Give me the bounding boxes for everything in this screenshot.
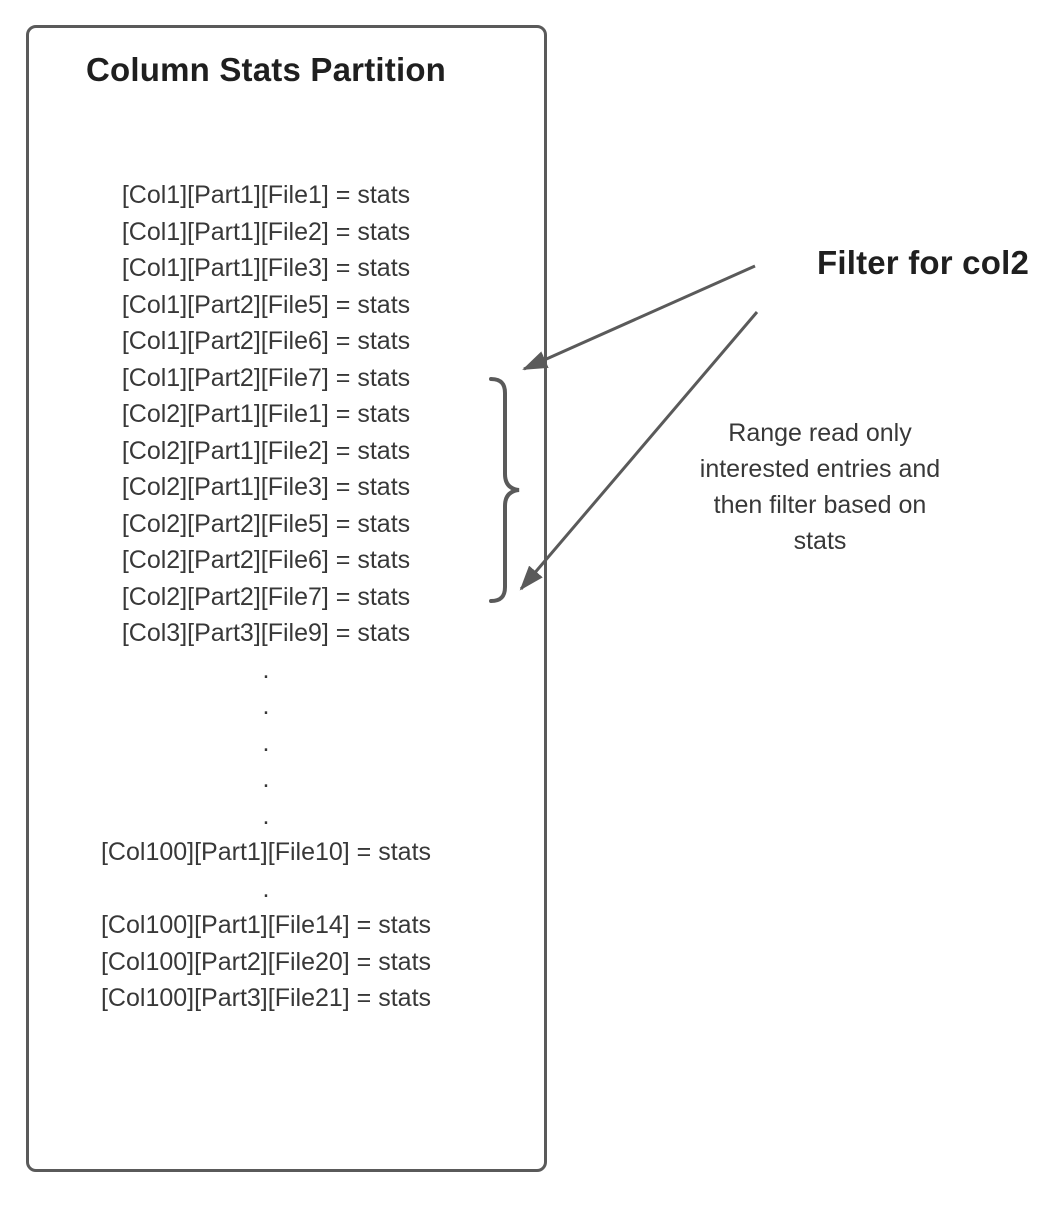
stats-entry: . [262,728,270,757]
stats-entry: [Col2][Part1][File2] = stats [121,436,411,465]
stats-entry: . [262,765,270,793]
stats-entry: [Col100][Part1][File10] = stats [100,838,432,866]
stats-entry: [Col1][Part1][File2] = stats [121,217,411,246]
partition-box-title: Column Stats Partition [85,51,447,88]
stats-entry: . [262,655,270,684]
stats-entry: [Col2][Part2][File6] = stats [121,546,411,574]
filter-annotation-title: Filter for col2 [816,244,1030,281]
stats-entry: . [262,874,270,903]
range-read-note-line: Range read only [728,419,912,447]
stats-entry: . [262,801,270,830]
stats-entry: [Col2][Part1][File3] = stats [121,473,411,501]
stats-entry: [Col1][Part1][File3] = stats [121,254,411,282]
range-read-note [660,415,980,559]
range-read-note-line: interested entries and [699,455,941,483]
stats-entry: [Col1][Part2][File6] = stats [121,327,411,355]
stats-entry: [Col3][Part3][File9] = stats [121,619,411,647]
arrow-range-start-icon [524,266,755,369]
stats-entry-list [26,177,506,1017]
range-read-note-line: then filter based on [713,491,927,519]
stats-entry: [Col2][Part1][File1] = stats [121,400,411,428]
stats-entry: [Col1][Part2][File7] = stats [121,363,411,392]
stats-entry: [Col2][Part2][File5] = stats [121,509,411,538]
stats-entry: [Col100][Part2][File20] = stats [100,947,432,976]
stats-entry: . [262,692,270,720]
stats-entry: [Col100][Part1][File14] = stats [100,911,432,939]
stats-entry: [Col1][Part1][File1] = stats [121,181,411,209]
stats-entry: [Col2][Part2][File7] = stats [121,582,411,611]
stats-entry: [Col1][Part2][File5] = stats [121,290,411,319]
range-read-note-line: stats [793,527,847,555]
stats-entry: [Col100][Part3][File21] = stats [100,984,432,1012]
